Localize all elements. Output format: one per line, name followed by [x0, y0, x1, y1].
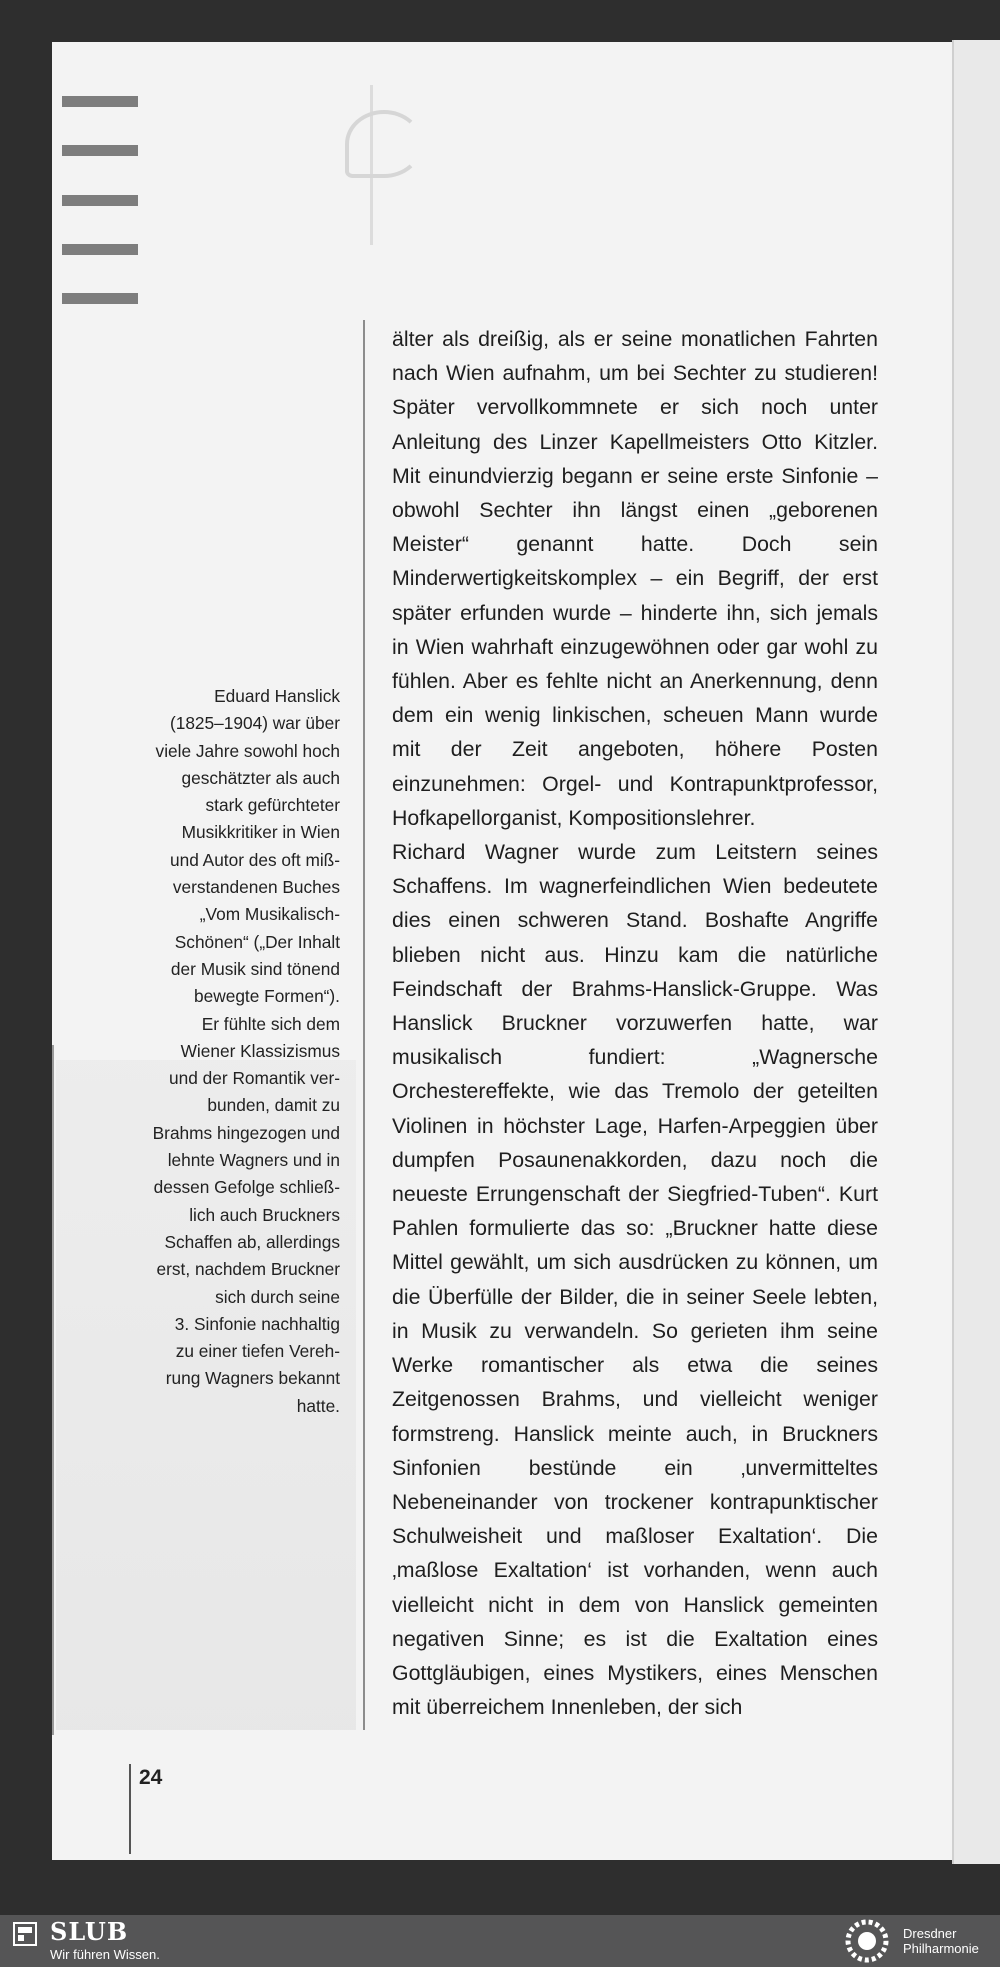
sidebar-caption [118, 683, 340, 1420]
caption-line: dessen Gefolge schließ- [153, 1177, 340, 1198]
viewer-footer [0, 1915, 1000, 1967]
caption-line: bunden, damit zu [207, 1095, 340, 1116]
page-number: 24 [139, 1766, 163, 1789]
body-paragraph: älter als dreißig, als er seine monatlichen Fahrten nach Wien aufnahm, um bei Sechter zu studieren! Später vervollkommnete er sich noch unter Anleitung des Linzer Kapellmeisters Otto Kitzler. Mit einundvierzig begann er seine erste Sinfonie – obwohl Sechter ihn längst einen „geborenen Meister“ genannt hatte. Doch sein Minderwertigkeitskomplex – ein Begriff, der erst später erfunden wurde – hinderte ihn, sich jemals in Wien wahrhaft einzugewöhnen oder gar wohl zu fühlen. Aber es fehlte nicht an Anerkennung, denn dem ein wenig linkischen, scheuen Mann wurde mit der Zeit angeboten, höhere Posten einzunehmen: Orgel- und Kontrapunktprofessor, Hofkapellorganist, Kompositionslehrer. [392, 327, 878, 830]
caption-line: viele Jahre sowohl hoch [155, 740, 340, 761]
caption-line: sich durch seine [215, 1286, 340, 1307]
next-page-edge [952, 40, 1000, 1864]
caption-rule [52, 1045, 54, 1735]
caption-line: Brahms hingezogen und [152, 1122, 340, 1143]
caption-line: stark gefürchteter [205, 795, 340, 816]
library-tagline: Wir führen Wissen. [50, 1947, 160, 1962]
partner-name-line: Philharmonie [903, 1941, 979, 1956]
caption-line: lich auch Bruckners [189, 1204, 340, 1225]
decorative-bar [62, 96, 138, 107]
caption-line: erst, nachdem Bruckner [156, 1259, 340, 1280]
caption-line: bewegte Formen“). [194, 986, 340, 1007]
caption-line: 3. Sinfonie nachhaltig [174, 1313, 340, 1334]
caption-line: und Autor des oft miß- [169, 849, 340, 870]
philharmonie-logo-icon [842, 1917, 892, 1965]
caption-line: Wiener Klassizismus [180, 1040, 340, 1061]
caption-line: rung Wagners bekannt [165, 1368, 340, 1389]
caption-line: Schönen“ („Der Inhalt [174, 931, 340, 952]
caption-line: zu einer tiefen Vereh- [175, 1341, 340, 1362]
caption-line: hatte. [296, 1395, 340, 1416]
column-divider [363, 320, 365, 1730]
partner-name [903, 1926, 979, 1956]
show-through-logo-mark [345, 110, 423, 178]
body-paragraph: Richard Wagner wurde zum Leitstern seines Schaffens. Im wagnerfeindlichen Wien bedeutete dies einen schweren Stand. Boshafte Angriffe blieben nicht aus. Hinzu kam die natürliche Feindschaft der Brahms-Hanslick-Gruppe. Was Hanslick Bruckner vorzuwerfen hatte, war musikalisch fundiert: „Wagnersche Orchestereffekte, wie das Tremolo der geteilten Violinen in höchster Lage, Harfen-Arpeggien über dumpfen Posaunenakkorden, dazu noch die neueste Errungenschaft der Siegfried-Tuben“. Kurt Pahlen formulierte das so: „Bruckner hatte diese Mittel gewählt, um sich ausdrücken zu können, um die Überfülle der Bilder, die in seiner Seele lebten, in Musik zu verwandeln. So gerieten ihm seine Werke romantischer als etwa die seines Zeitgenossen Brahms, und vielleicht weniger formstreng. Hanslick meinte auch, in Bruckners Sinfonien bestünde ein ‚unvermitteltes Nebeneinander von trockener kontrapunktischer Schulweisheit und maßloser Exaltation‘. Die ‚maßlose Exaltation‘ ist vorhanden, wenn auch vielleicht nicht in dem von Hanslick gemeinten negativen Sinne; es ist die Exaltation eines Gottgläubigen, eines Mystikers, eines Menschen mit überreichem Innenleben, der sich [392, 840, 878, 1720]
caption-line: geschätzter als auch [181, 767, 340, 788]
decorative-bar [62, 145, 138, 156]
caption-line: lehnte Wagners und in [167, 1150, 340, 1171]
caption-line: Musikkritiker in Wien [181, 822, 340, 843]
page-number-rule [129, 1764, 131, 1854]
caption-line: und der Romantik ver- [169, 1068, 340, 1089]
caption-line: Schaffen ab, allerdings [164, 1231, 340, 1252]
partner-name-line: Dresdner [903, 1926, 957, 1941]
slub-logo-icon [13, 1922, 37, 1946]
caption-line: der Musik sind tönend [170, 958, 340, 979]
caption-line: (1825–1904) war über [169, 713, 340, 734]
decorative-bar [62, 244, 138, 255]
main-text-column [392, 322, 878, 1742]
caption-line: Eduard Hanslick [214, 686, 340, 706]
caption-line: verstandenen Buches [172, 877, 340, 898]
library-name[interactable]: SLUB [50, 1917, 129, 1946]
decorative-bar [62, 293, 138, 304]
caption-line: „Vom Musikalisch- [199, 904, 340, 925]
decorative-bar [62, 195, 138, 206]
caption-line: Er fühlte sich dem [201, 1013, 340, 1034]
